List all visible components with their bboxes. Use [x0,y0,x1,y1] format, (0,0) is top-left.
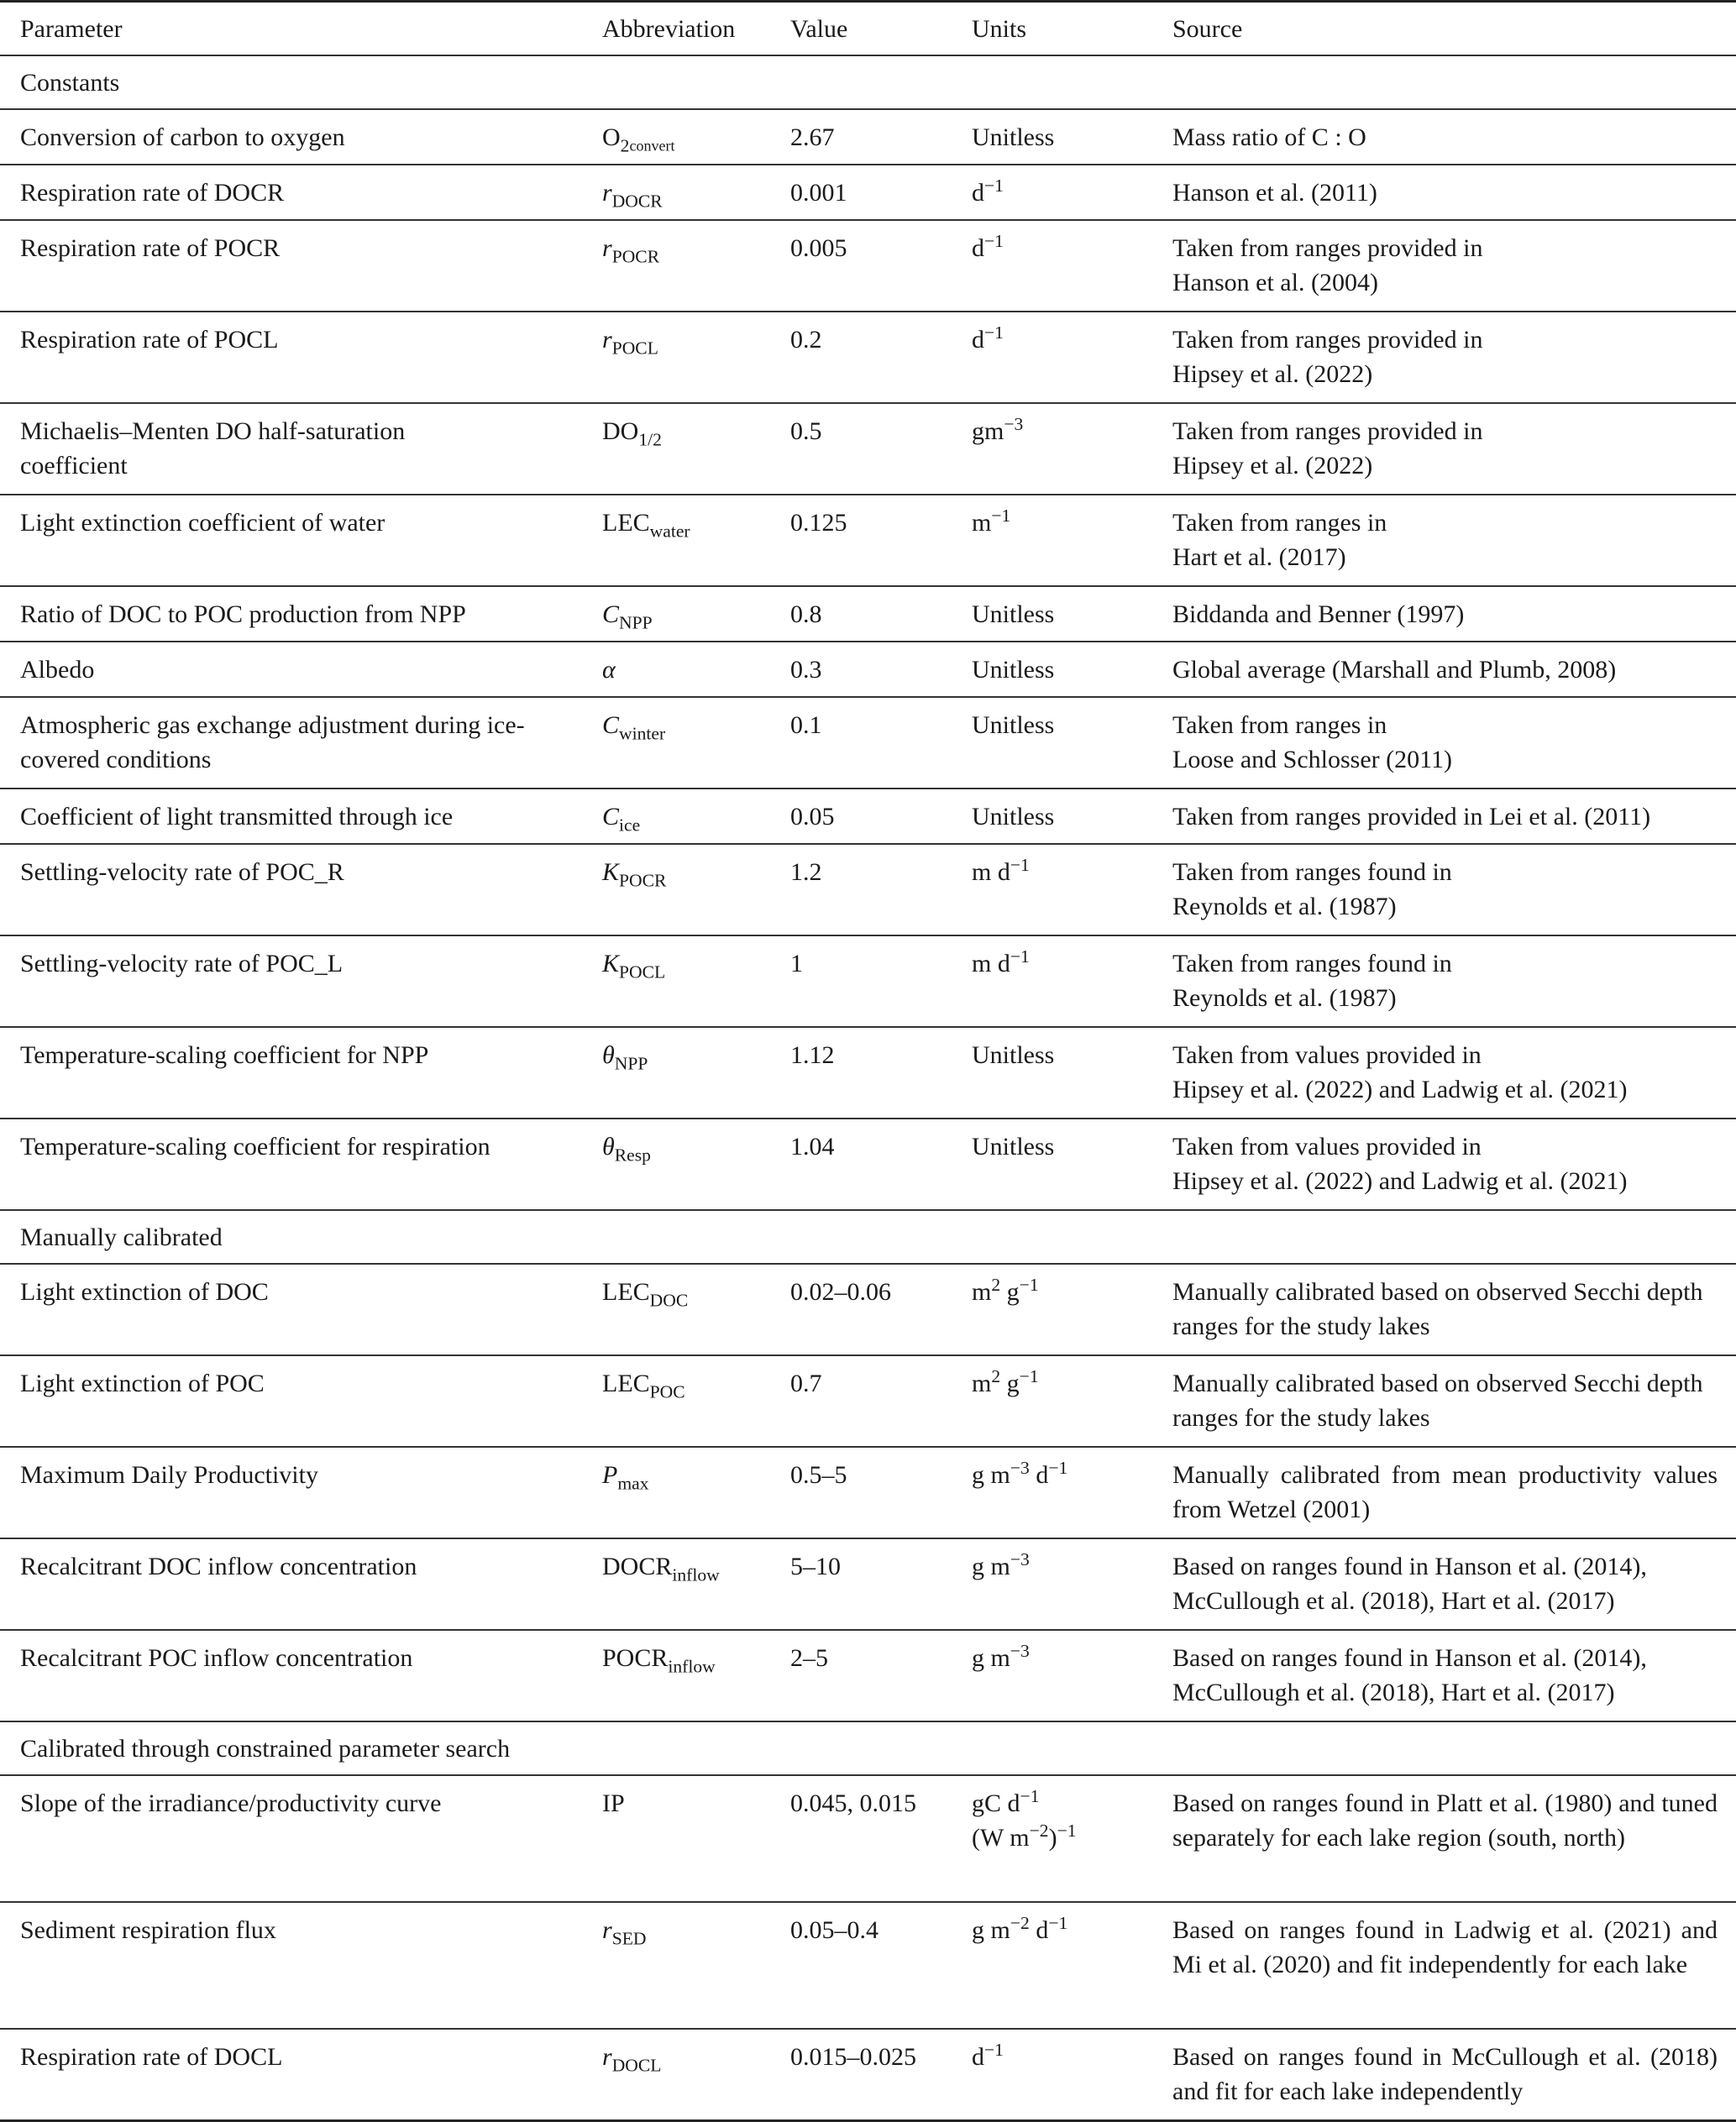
abbr-symbol: C [602,803,620,830]
abbr-subscript: POCR [619,870,667,891]
abbr-symbol: C [602,600,620,628]
units-text: m d [972,950,1010,977]
cell-parameter: Respiration rate of DOCR [20,179,285,207]
cell-value: 0.3 [790,656,822,684]
table-row [0,1630,1736,1721]
cell-value: 0.015–0.025 [790,2043,916,2071]
source-line: Taken from ranges in [1172,711,1387,739]
source-line: Taken from ranges provided in [1172,417,1483,445]
header-source: Source [1172,15,1243,43]
cell-value: 0.001 [790,179,847,207]
abbr-symbol: C [602,711,620,739]
table-row [0,403,1736,495]
cell-abbreviation [602,844,790,935]
cell-units [972,109,1172,165]
units-text: d [972,2043,984,2071]
abbr-symbol: O [602,123,621,151]
cell-value: 0.02–0.06 [790,1278,891,1306]
units-exponent: −1 [984,231,1004,252]
table-row [0,1355,1736,1447]
abbr-symbol: α [602,656,616,684]
abbr-subscript: DOCR [611,191,663,212]
units-exponent-b: −1 [1048,1458,1068,1479]
cell-parameter: Recalcitrant POC inflow concentration [20,1644,413,1672]
cell-source [1172,1027,1736,1119]
section-title: Calibrated through constrained parameter search [20,1735,511,1763]
section-header-row [0,55,1736,109]
cell-value: 0.5 [790,417,822,445]
cell-parameter: Sediment respiration flux [20,1916,276,1944]
units-exponent: 2 [991,1366,1001,1387]
abbr-symbol: LEC [602,1370,650,1397]
cell-units [972,1775,1172,1902]
units-exponent: −1 [984,2040,1004,2061]
units-exponent-b: −1 [1019,1275,1039,1296]
abbr-symbol: DO [602,417,639,445]
table-row [0,1264,1736,1355]
units-exponent-b: −1 [1048,1913,1068,1934]
table-row [0,2029,1736,2121]
source-line: Taken from ranges provided in [1172,234,1483,262]
cell-units [972,586,1172,642]
units-text-b: g [1000,1278,1020,1306]
units-text: g m [972,1553,1010,1580]
units-text: m [972,1370,992,1397]
cell-abbreviation [602,1027,790,1119]
cell-source: Based on ranges found in Ladwig et al. (2021) and Mi et al. (2020) and fit independently for each lake [1172,1916,1718,1978]
cell-source: Mass ratio of C : O [1172,123,1366,151]
table-row [0,1027,1736,1119]
cell-parameter: Maximum Daily Productivity [20,1461,318,1489]
cell-abbreviation [602,2029,790,2121]
cell-value: 2–5 [790,1644,828,1672]
abbr-subscript: water [649,521,690,542]
cell-value: 0.1 [790,711,822,739]
abbr-subscript: ice [619,815,641,836]
cell-abbreviation [602,1902,790,2029]
abbr-subscript: POCL [619,961,666,982]
units-line2: (W m [972,1824,1030,1852]
cell-parameter: Atmospheric gas exchange adjustment during ice-covered conditions [20,711,525,773]
table-row [0,935,1736,1027]
cell-value: 1.04 [790,1133,835,1161]
units-text: g m [972,1644,1010,1672]
table-row [0,1775,1736,1902]
cell-units [972,697,1172,789]
source-line: Hipsey et al. (2022) and Ladwig et al. (2021) [1172,1076,1628,1103]
abbr-subscript: POCL [611,338,658,359]
cell-value: 0.2 [790,326,822,354]
cell-units [972,2029,1172,2121]
units-text: Unitless [972,711,1055,739]
abbr-symbol: LEC [602,1278,650,1306]
header-parameter: Parameter [20,15,123,43]
units-text: d [972,234,984,262]
cell-parameter: Light extinction of DOC [20,1278,269,1306]
cell-value: 5–10 [790,1553,841,1580]
cell-source: Based on ranges found in McCullough et al. (2018) and fit for each lake independently [1172,2043,1718,2105]
units-text-b: g [1000,1370,1020,1397]
cell-units [972,165,1172,220]
cell-source [1172,403,1736,495]
abbr-subscript: max [617,1473,649,1494]
cell-parameter: Albedo [20,656,95,684]
header-abbreviation: Abbreviation [602,15,736,43]
units-text: Unitless [972,1041,1055,1069]
table-body [0,55,1736,2121]
units-text: Unitless [972,600,1055,628]
table-row [0,312,1736,403]
cell-value: 0.7 [790,1370,822,1397]
source-line: Hart et al. (2017) [1172,543,1346,571]
cell-parameter: Michaelis–Menten DO half-saturation coefficient [20,417,406,479]
cell-units [972,1447,1172,1538]
cell-source: Biddanda and Benner (1997) [1172,600,1465,628]
cell-source [1172,220,1736,312]
units-text: g m [972,1461,1010,1489]
cell-units [972,1538,1172,1630]
cell-source: Manually calibrated based on observed Secchi depth ranges for the study lakes [1172,1278,1703,1340]
cell-abbreviation [602,789,790,844]
table-row [0,1902,1736,2029]
cell-parameter: Conversion of carbon to oxygen [20,123,345,151]
abbr-subscript: POCR [611,246,660,267]
cell-units [972,403,1172,495]
cell-source: Based on ranges found in Hanson et al. (2014), McCullough et al. (2018), Hart et al. (2017) [1172,1644,1647,1706]
cell-value: 2.67 [790,123,835,151]
units-text: d [972,326,984,354]
abbr-subscript: DOC [649,1290,689,1311]
abbr-subscript: inflow [672,1564,720,1585]
abbr-symbol: P [602,1461,618,1489]
units-text-b: d [1029,1916,1049,1944]
source-line: Taken from ranges provided in [1172,326,1483,354]
units-exponent: −1 [1010,946,1030,967]
abbr-symbol: LEC [602,509,650,537]
units-text: gm [972,417,1004,445]
source-line: Taken from ranges found in [1172,858,1452,886]
table-row [0,697,1736,789]
cell-abbreviation [602,586,790,642]
cell-abbreviation [602,1355,790,1447]
units-text: d [972,179,984,207]
cell-abbreviation [602,109,790,165]
cell-value: 0.05–0.4 [790,1916,878,1944]
units-exponent: −1 [984,176,1004,196]
units-text: m [972,509,992,537]
units-exponent: −1 [984,322,1004,343]
abbr-subscript: SED [611,1928,647,1949]
cell-abbreviation [602,1630,790,1721]
abbr-symbol: r [602,1916,612,1944]
source-line: Hanson et al. (2004) [1172,269,1378,296]
cell-abbreviation [602,165,790,220]
cell-units [972,495,1172,586]
abbr-symbol: r [602,234,612,262]
abbr-subscript: NPP [619,612,653,633]
units-text: Unitless [972,656,1055,684]
cell-abbreviation [602,935,790,1027]
cell-abbreviation [602,403,790,495]
table-row [0,1538,1736,1630]
table-row [0,1447,1736,1538]
abbr-subscript-2: convert [629,137,675,155]
abbr-symbol: IP [602,1789,625,1817]
cell-value: 1 [790,950,803,977]
cell-abbreviation [602,642,790,697]
cell-parameter: Settling-velocity rate of POC_R [20,858,344,886]
cell-source: Manually calibrated from mean productivity values from Wetzel (2001) [1172,1461,1718,1523]
units-text: Unitless [972,123,1055,151]
units-exponent-b: −1 [1019,1366,1039,1387]
abbr-symbol: DOCR [602,1553,673,1580]
cell-abbreviation [602,1538,790,1630]
source-line: Hipsey et al. (2022) and Ladwig et al. (2021) [1172,1167,1628,1195]
section-title: Constants [20,69,120,97]
cell-value: 0.05 [790,803,835,830]
cell-value: 1.2 [790,858,822,886]
source-line: Taken from ranges in [1172,509,1387,537]
cell-source: Based on ranges found in Platt et al. (1980) and tuned separately for each lake region (south, north) [1172,1789,1718,1852]
units-line2-end: ) [1048,1824,1057,1852]
units-exponent: −3 [1010,1641,1030,1662]
source-line: Hipsey et al. (2022) [1172,360,1373,388]
source-line: Reynolds et al. (1987) [1172,893,1397,920]
abbr-subscript: 1/2 [638,429,662,450]
abbr-symbol: r [602,2043,612,2071]
table-row [0,109,1736,165]
header-row [0,2,1736,56]
units-text: m [972,1278,992,1306]
units-exponent: −1 [1020,1786,1040,1807]
cell-units [972,1902,1172,2029]
cell-source: Based on ranges found in Hanson et al. (2014), McCullough et al. (2018), Hart et al. (2017) [1172,1553,1647,1615]
table-row [0,495,1736,586]
units-line2-exponent-2: −1 [1057,1821,1077,1842]
cell-units [972,935,1172,1027]
cell-parameter: Coefficient of light transmitted through ice [20,803,454,830]
cell-units [972,1027,1172,1119]
abbr-symbol: POCR [602,1644,669,1672]
cell-value: 0.8 [790,600,822,628]
abbr-symbol: K [602,950,620,977]
units-line2-exponent: −2 [1029,1821,1049,1842]
cell-parameter: Temperature-scaling coefficient for respiration [20,1133,490,1161]
cell-abbreviation [602,697,790,789]
cell-value: 0.125 [790,509,847,537]
units-exponent: −3 [1010,1458,1030,1479]
cell-units [972,789,1172,844]
units-exponent: −2 [1010,1913,1030,1934]
source-line: Reynolds et al. (1987) [1172,984,1397,1012]
abbr-symbol: r [602,326,612,354]
abbr-subscript: Resp [614,1145,651,1166]
cell-units [972,844,1172,935]
cell-abbreviation [602,1119,790,1210]
cell-parameter: Settling-velocity rate of POC_L [20,950,344,977]
cell-value: 0.005 [790,234,847,262]
abbr-subscript: inflow [668,1656,716,1677]
cell-parameter: Respiration rate of POCR [20,234,281,262]
section-title: Manually calibrated [20,1223,223,1251]
cell-parameter: Respiration rate of DOCL [20,2043,283,2071]
cell-source: Taken from ranges provided in Lei et al. (2011) [1172,803,1651,830]
cell-source [1172,312,1736,403]
units-text: m d [972,858,1010,886]
abbr-subscript: POC [649,1381,685,1402]
table-row [0,789,1736,844]
abbr-symbol: θ [602,1041,615,1069]
cell-value: 0.045, 0.015 [790,1789,916,1817]
source-line: Taken from values provided in [1172,1041,1482,1069]
cell-parameter: Slope of the irradiance/productivity curve [20,1789,442,1817]
source-line: Loose and Schlosser (2011) [1172,746,1452,773]
cell-units [972,642,1172,697]
table-row [0,220,1736,312]
cell-parameter: Ratio of DOC to POC production from NPP [20,600,466,628]
cell-abbreviation [602,1447,790,1538]
units-text: Unitless [972,803,1055,830]
units-exponent: 2 [991,1275,1001,1296]
cell-source [1172,935,1736,1027]
header-units: Units [972,15,1027,43]
section-header-row [0,1721,1736,1775]
cell-units [972,1630,1172,1721]
cell-parameter: Light extinction of POC [20,1370,265,1397]
abbr-subscript: 2 [620,135,630,156]
units-text: g m [972,1916,1010,1944]
cell-abbreviation [602,220,790,312]
source-line: Taken from values provided in [1172,1133,1482,1161]
units-exponent: −1 [991,506,1011,527]
cell-value: 0.5–5 [790,1461,847,1489]
cell-source: Hanson et al. (2011) [1172,179,1377,207]
cell-abbreviation [602,312,790,403]
cell-units [972,312,1172,403]
cell-source: Manually calibrated based on observed Secchi depth ranges for the study lakes [1172,1370,1703,1432]
abbr-subscript: winter [619,723,666,744]
cell-value: 1.12 [790,1041,835,1069]
units-exponent: −3 [1010,1549,1030,1570]
cell-units [972,220,1172,312]
table-row [0,844,1736,935]
section-header-row [0,1210,1736,1264]
cell-abbreviation [602,1264,790,1355]
abbr-symbol: θ [602,1133,615,1161]
header-value: Value [790,15,848,43]
table-row [0,1119,1736,1210]
units-exponent: −1 [1010,855,1030,876]
cell-source: Global average (Marshall and Plumb, 2008) [1172,656,1617,684]
abbr-symbol: K [602,858,620,886]
cell-source [1172,697,1736,789]
source-line: Taken from ranges found in [1172,950,1452,977]
cell-parameter: Temperature-scaling coefficient for NPP [20,1041,429,1069]
cell-source [1172,1119,1736,1210]
table-row [0,586,1736,642]
cell-parameter: Recalcitrant DOC inflow concentration [20,1553,417,1580]
units-text-b: d [1029,1461,1049,1489]
cell-abbreviation [602,495,790,586]
source-line: Hipsey et al. (2022) [1172,452,1373,479]
cell-source [1172,844,1736,935]
abbr-subscript: DOCL [611,2055,662,2076]
cell-units [972,1119,1172,1210]
units-text: gC d [972,1789,1020,1817]
units-text: Unitless [972,1133,1055,1161]
cell-parameter: Respiration rate of POCL [20,326,279,354]
cell-parameter: Light extinction coefficient of water [20,509,385,537]
cell-units [972,1355,1172,1447]
cell-abbreviation [602,1775,790,1902]
table-row [0,642,1736,697]
table-row [0,165,1736,220]
cell-units [972,1264,1172,1355]
abbr-subscript: NPP [614,1053,648,1074]
units-exponent: −3 [1004,414,1024,435]
cell-source [1172,495,1736,586]
abbr-symbol: r [602,179,612,207]
